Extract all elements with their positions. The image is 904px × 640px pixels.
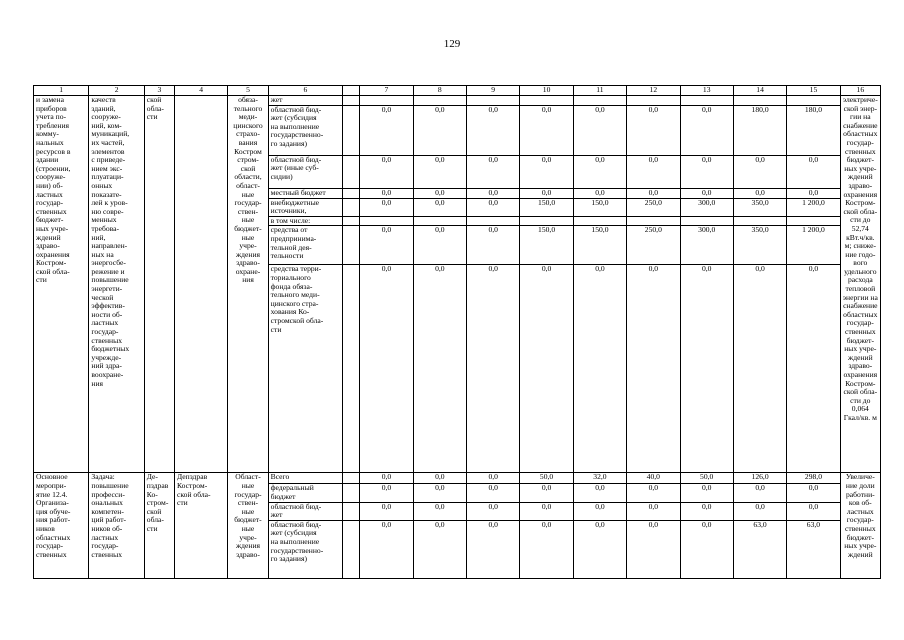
value-cell: 0,0 xyxy=(413,105,466,155)
value-cell: 0,0 xyxy=(680,155,733,188)
value-cell: 50,0 xyxy=(520,473,573,484)
value-cell: 0,0 xyxy=(413,265,466,473)
value-cell: 0,0 xyxy=(360,188,413,198)
value-cell xyxy=(733,216,786,226)
funding-source: областной бюд- жет xyxy=(268,502,343,520)
value-cell: 0,0 xyxy=(520,155,573,188)
value-cell: 0,0 xyxy=(467,226,520,265)
spacer-cell xyxy=(343,105,360,155)
value-cell xyxy=(360,216,413,226)
value-cell: 32,0 xyxy=(573,473,626,484)
value-cell xyxy=(467,216,520,226)
value-cell: 0,0 xyxy=(520,265,573,473)
value-cell: 0,0 xyxy=(573,520,626,578)
value-cell: 0,0 xyxy=(680,265,733,473)
value-cell: 0,0 xyxy=(413,226,466,265)
value-cell: 1 200,0 xyxy=(787,226,840,265)
value-cell: 0,0 xyxy=(787,265,840,473)
value-cell: 0,0 xyxy=(413,198,466,216)
header-cell: 12 xyxy=(627,86,680,96)
header-cell: 2 xyxy=(89,86,144,96)
value-cell: 0,0 xyxy=(627,265,680,473)
spacer-cell xyxy=(343,96,360,106)
block2-col4: Депздрав Костром- ской обла- сти xyxy=(174,473,227,578)
block2-col3: Де- пздрав Ко- стром- ской обла- сти xyxy=(144,473,174,578)
value-cell: 0,0 xyxy=(413,473,466,484)
spacer-cell xyxy=(343,226,360,265)
value-cell: 63,0 xyxy=(733,520,786,578)
header-cell: 11 xyxy=(573,86,626,96)
header-cell: 5 xyxy=(228,86,268,96)
spacer-cell xyxy=(343,473,360,484)
spacer-cell xyxy=(343,484,360,502)
value-cell: 298,0 xyxy=(787,473,840,484)
spacer-cell xyxy=(343,188,360,198)
header-cell xyxy=(343,86,360,96)
value-cell: 0,0 xyxy=(680,188,733,198)
block2-col16: Увеличе- ние доли работни- ков об- ластных государ- ственных бюджет- ных учре- ждений xyxy=(840,473,880,578)
value-cell: 0,0 xyxy=(467,484,520,502)
value-cell: 0,0 xyxy=(573,188,626,198)
spacer-cell xyxy=(343,155,360,188)
spacer-cell xyxy=(343,502,360,520)
budget-table xyxy=(33,85,881,579)
value-cell: 0,0 xyxy=(360,226,413,265)
value-cell: 0,0 xyxy=(413,502,466,520)
value-cell: 0,0 xyxy=(787,188,840,198)
header-cell: 7 xyxy=(360,86,413,96)
value-cell: 0,0 xyxy=(467,198,520,216)
value-cell: 150,0 xyxy=(573,198,626,216)
value-cell: 63,0 xyxy=(787,520,840,578)
header-cell: 10 xyxy=(520,86,573,96)
value-cell: 300,0 xyxy=(680,226,733,265)
value-cell: 0,0 xyxy=(627,520,680,578)
value-cell: 300,0 xyxy=(680,198,733,216)
header-cell: 13 xyxy=(680,86,733,96)
value-cell: 250,0 xyxy=(627,198,680,216)
value-cell: 0,0 xyxy=(573,155,626,188)
block1-col4 xyxy=(174,96,227,473)
funding-source: средства от предпринима- тельной дея- тельности xyxy=(268,226,343,265)
value-cell: 0,0 xyxy=(573,502,626,520)
value-cell xyxy=(360,96,413,106)
block1-col3: ской обла- сти xyxy=(144,96,174,473)
funding-source: областной бюд- жет (субсидия на выполнение государственно- го задания) xyxy=(268,520,343,578)
value-cell: 0,0 xyxy=(520,502,573,520)
value-cell: 0,0 xyxy=(413,155,466,188)
value-cell: 0,0 xyxy=(467,473,520,484)
value-cell xyxy=(680,216,733,226)
funding-source: Всего xyxy=(268,473,343,484)
value-cell xyxy=(573,216,626,226)
value-cell: 0,0 xyxy=(467,502,520,520)
page-number: 129 xyxy=(443,38,461,50)
value-cell: 350,0 xyxy=(733,198,786,216)
value-cell xyxy=(413,96,466,106)
value-cell: 180,0 xyxy=(733,105,786,155)
header-cell: 1 xyxy=(34,86,89,96)
value-cell: 0,0 xyxy=(413,520,466,578)
funding-source: областной бюд- жет (иные суб- сидии) xyxy=(268,155,343,188)
value-cell: 0,0 xyxy=(467,520,520,578)
value-cell: 0,0 xyxy=(680,502,733,520)
table-row xyxy=(34,96,881,106)
spacer-cell xyxy=(343,216,360,226)
value-cell: 0,0 xyxy=(360,484,413,502)
value-cell xyxy=(787,216,840,226)
value-cell: 0,0 xyxy=(520,105,573,155)
value-cell: 0,0 xyxy=(787,502,840,520)
value-cell: 0,0 xyxy=(733,265,786,473)
header-cell: 8 xyxy=(413,86,466,96)
funding-source: жет xyxy=(268,96,343,106)
header-row xyxy=(34,86,881,96)
value-cell: 40,0 xyxy=(627,473,680,484)
value-cell: 150,0 xyxy=(520,226,573,265)
spacer-cell xyxy=(343,265,360,473)
value-cell: 0,0 xyxy=(467,265,520,473)
value-cell: 0,0 xyxy=(360,520,413,578)
value-cell: 0,0 xyxy=(467,188,520,198)
value-cell: 50,0 xyxy=(680,473,733,484)
value-cell: 0,0 xyxy=(413,188,466,198)
value-cell xyxy=(733,96,786,106)
header-cell: 15 xyxy=(787,86,840,96)
table-row xyxy=(34,473,881,484)
value-cell xyxy=(787,96,840,106)
value-cell: 0,0 xyxy=(520,188,573,198)
header-cell: 3 xyxy=(144,86,174,96)
value-cell: 0,0 xyxy=(733,188,786,198)
value-cell: 0,0 xyxy=(360,155,413,188)
value-cell: 0,0 xyxy=(520,484,573,502)
value-cell xyxy=(520,216,573,226)
value-cell: 0,0 xyxy=(467,155,520,188)
value-cell xyxy=(627,216,680,226)
block2-col2: Задача: повышение професси- ональных компетен- ций работ- ников об- ластных государ- ственных xyxy=(89,473,144,578)
header-cell: 14 xyxy=(733,86,786,96)
value-cell: 0,0 xyxy=(680,520,733,578)
value-cell: 150,0 xyxy=(520,198,573,216)
value-cell: 0,0 xyxy=(573,265,626,473)
value-cell: 0,0 xyxy=(787,484,840,502)
value-cell: 0,0 xyxy=(360,105,413,155)
funding-source: областной бюд- жет (субсидия на выполнение государственно- го задания) xyxy=(268,105,343,155)
value-cell: 0,0 xyxy=(787,155,840,188)
header-cell: 4 xyxy=(174,86,227,96)
block2-col5: Област- ные государ- ствен- ные бюджет- ные учре- ждения здраво- xyxy=(228,473,268,578)
funding-source: местный бюджет xyxy=(268,188,343,198)
value-cell: 350,0 xyxy=(733,226,786,265)
value-cell: 0,0 xyxy=(627,188,680,198)
block1-col2: качеств зданий, сооруже- ний, ком- муникаций, их частей, элементов с приведе- нием экс- плуатаци- онных показате- лей к уров- ню совре- менных требова- ний, направлен- ных на энергосбе- режение и повышение энергети- ческой эффектив- ности об- ластных государ- ственных бюджетных учрежде- ний здра- воохране- ния xyxy=(89,96,144,473)
value-cell xyxy=(467,96,520,106)
funding-source: внебюджетные источники, xyxy=(268,198,343,216)
spacer-cell xyxy=(343,198,360,216)
block1-col16: электриче- ской энер- гии на снабжение областных государ- ственных бюджет- ных учре- ждений здраво- охранения Костром- ской обла- сти до 52,74 кВт.ч/кв. м; сниже- ние годо- вого удельного расхода тепловой энергии на снабжение областных государ- ственных бюджет- ных учре- ждений здраво- охранения Костром- ской обла- сти до 0,064 Гкал/кв. м xyxy=(840,96,880,473)
header-cell: 6 xyxy=(268,86,343,96)
value-cell: 0,0 xyxy=(733,155,786,188)
header-cell: 16 xyxy=(840,86,880,96)
value-cell: 0,0 xyxy=(627,502,680,520)
value-cell: 180,0 xyxy=(787,105,840,155)
value-cell xyxy=(680,96,733,106)
header-cell: 9 xyxy=(467,86,520,96)
value-cell: 0,0 xyxy=(360,265,413,473)
funding-source: средства терри- ториального фонда обяза- тельного меди- цинского стра- хования Ко- стромской обла- сти xyxy=(268,265,343,473)
value-cell: 0,0 xyxy=(360,502,413,520)
block1-col1: и замена приборов учета по- требления комму- нальных ресурсов в здании (строении, сооруже- нии) об- ластных государ- ственных бюджет- ных учре- ждений здраво- охранения Костром- ской обла- сти xyxy=(34,96,89,473)
value-cell: 150,0 xyxy=(573,226,626,265)
block2-col1: Основное меропри- ятие 12.4. Организа- ция обуче- ния работ- ников областных государ- ственных xyxy=(34,473,89,578)
value-cell: 0,0 xyxy=(733,484,786,502)
value-cell: 0,0 xyxy=(680,105,733,155)
value-cell: 0,0 xyxy=(520,520,573,578)
value-cell: 0,0 xyxy=(360,473,413,484)
funding-source: в том числе: xyxy=(268,216,343,226)
value-cell: 0,0 xyxy=(360,198,413,216)
value-cell: 0,0 xyxy=(573,105,626,155)
value-cell: 0,0 xyxy=(627,484,680,502)
value-cell xyxy=(573,96,626,106)
spacer-cell xyxy=(343,520,360,578)
funding-source: федеральный бюджет xyxy=(268,484,343,502)
value-cell: 0,0 xyxy=(627,105,680,155)
value-cell: 126,0 xyxy=(733,473,786,484)
value-cell xyxy=(413,216,466,226)
value-cell: 0,0 xyxy=(413,484,466,502)
value-cell: 0,0 xyxy=(627,155,680,188)
block1-col5: обяза- тельного меди- цинского страхо- вания Костром стром- ской области, област- ные государ- ствен- ные бюджет- ные учре- ждения здраво- охране- ния xyxy=(228,96,268,473)
value-cell: 0,0 xyxy=(680,484,733,502)
value-cell: 1 200,0 xyxy=(787,198,840,216)
value-cell: 250,0 xyxy=(627,226,680,265)
value-cell xyxy=(520,96,573,106)
value-cell xyxy=(627,96,680,106)
value-cell: 0,0 xyxy=(467,105,520,155)
value-cell: 0,0 xyxy=(733,502,786,520)
value-cell: 0,0 xyxy=(573,484,626,502)
